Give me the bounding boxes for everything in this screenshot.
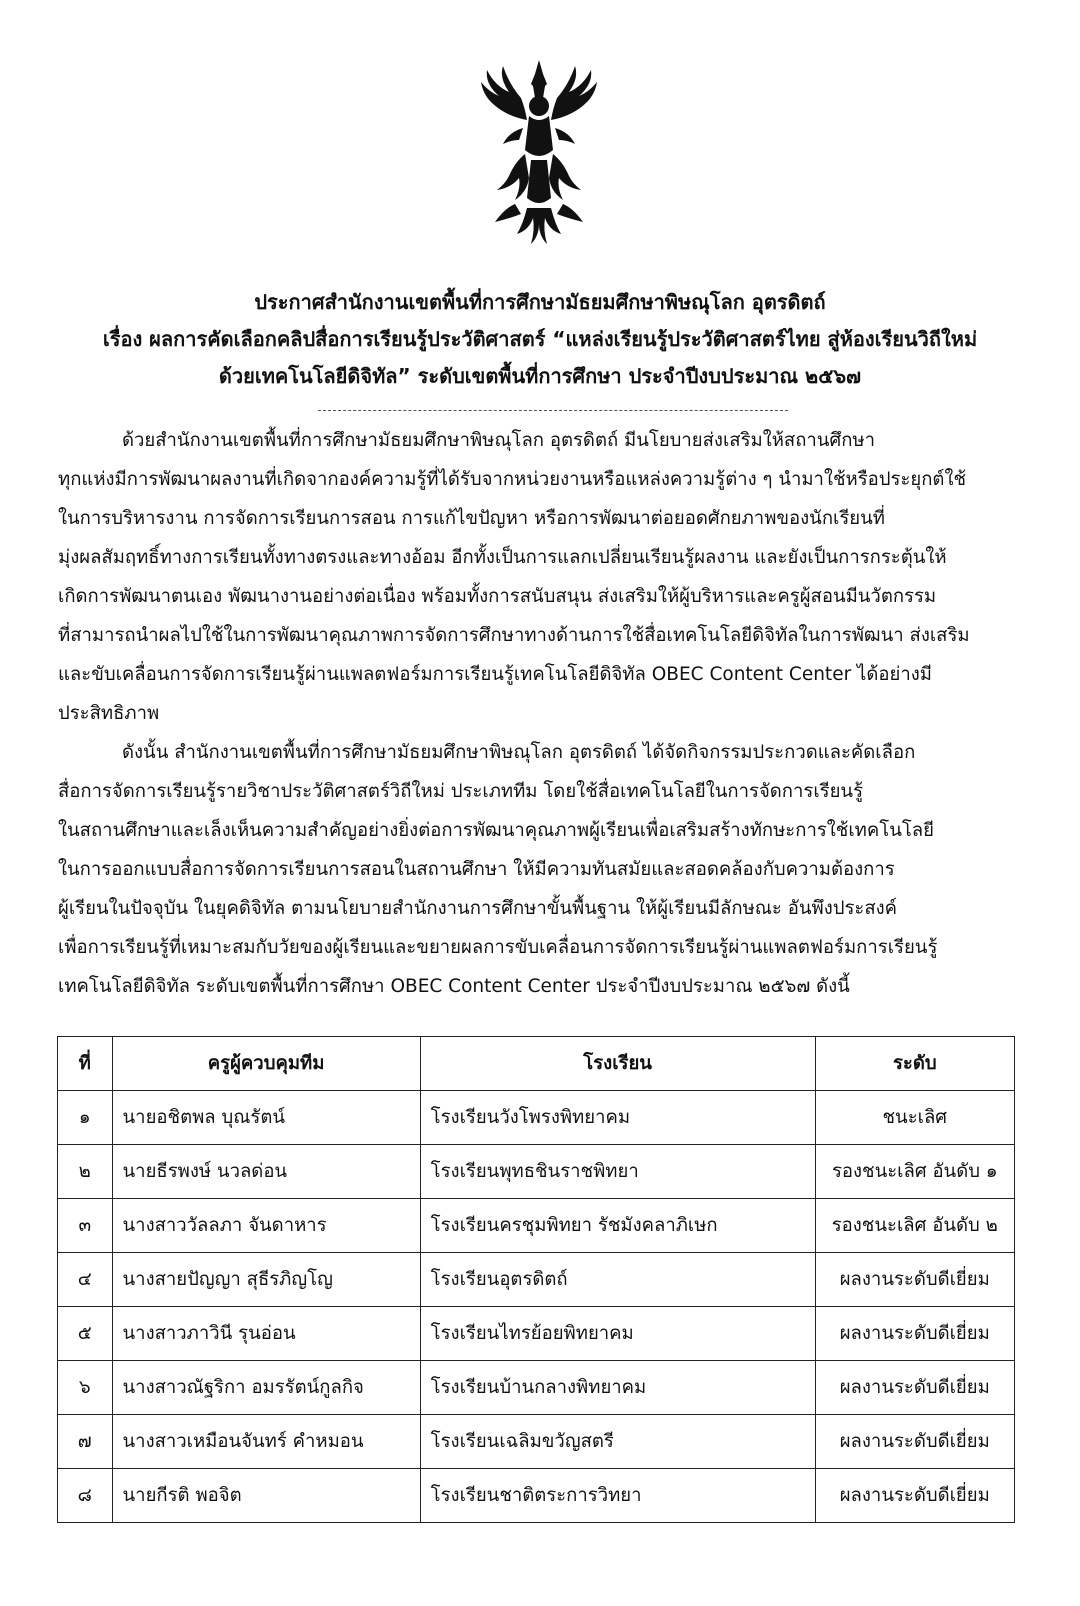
- row-no: ๗: [58, 1415, 113, 1469]
- paragraph-line: เกิดการพัฒนาตนเอง พัฒนางานอย่างต่อเนื่อง พร้อมทั้งการสนับสนุน ส่งเสริมให้ผู้บริหารและครูผู้สอนมีนวัตกรรม: [58, 586, 937, 607]
- row-teacher: นางสาวณัฐริกา อมรรัตน์กูลกิจ: [112, 1361, 420, 1415]
- paragraph-line: ในการบริหารงาน การจัดการเรียนการสอน การแก้ไขปัญหา หรือการพัฒนาต่อยอดศักยภาพของนักเรียนที่: [58, 508, 885, 529]
- row-level: รองชนะเลิศ อันดับ ๑: [815, 1145, 1014, 1199]
- announcement-subject-continued: ด้วยเทคโนโลยีดิจิทัล” ระดับเขตพื้นที่การศึกษา ประจำปีงบประมาณ ๒๕๖๗: [218, 364, 862, 388]
- row-no: ๓: [58, 1199, 113, 1253]
- row-level: ผลงานระดับดีเยี่ยม: [815, 1415, 1014, 1469]
- results-table: [57, 1036, 1015, 1523]
- paragraph-line: ในการออกแบบสื่อการจัดการเรียนการสอนในสถานศึกษา ให้มีความทันสมัยและสอดคล้องกับความต้องการ: [58, 859, 895, 880]
- announcement-title: ประกาศสำนักงานเขตพื้นที่การศึกษามัธยมศึกษาพิษณุโลก อุตรดิตถ์: [254, 290, 826, 314]
- row-teacher: นางสาวเหมือนจันทร์ คำหมอน: [112, 1415, 420, 1469]
- paragraph-line: เพื่อการเรียนรู้ที่เหมาะสมกับวัยของผู้เรียนและขยายผลการขับเคลื่อนการจัดการเรียนรู้ผ่านแพลตฟอร์มการเรียนรู้: [58, 937, 938, 958]
- paragraph-line: มุ่งผลสัมฤทธิ์ทางการเรียนทั้งทางตรงและทางอ้อม อีกทั้งเป็นการแลกเปลี่ยนเรียนรู้ผลงาน และยังเป็นการกระตุ้นให้: [58, 547, 947, 568]
- table-row: [58, 1415, 1015, 1469]
- row-level: ผลงานระดับดีเยี่ยม: [815, 1253, 1014, 1307]
- paragraph-line: ผู้เรียนในปัจจุบัน ในยุคดิจิทัล ตามนโยบายสำนักงานการศึกษาขั้นพื้นฐาน ให้ผู้เรียนมีลักษณะ อันพึงประสงค์: [58, 898, 898, 919]
- row-level: ชนะเลิศ: [815, 1091, 1014, 1145]
- paragraph-line: ดังนั้น สำนักงานเขตพื้นที่การศึกษามัธยมศึกษาพิษณุโลก อุตรดิตถ์ ได้จัดกิจกรรมประกวดและคัดเลือก: [122, 742, 916, 763]
- row-teacher: นายอชิตพล บุณรัตน์: [112, 1091, 420, 1145]
- row-teacher: นางสาวภาวินี รุนอ่อน: [112, 1307, 420, 1361]
- table-row: [58, 1091, 1015, 1145]
- table-row: [58, 1199, 1015, 1253]
- paragraph-line: ในสถานศึกษาและเล็งเห็นความสำคัญอย่างยิ่งต่อการพัฒนาคุณภาพผู้เรียนเพื่อเสริมสร้างทักษะการใช้เทคโนโลยี: [58, 820, 934, 841]
- header-no: ที่: [58, 1037, 113, 1091]
- table-header-row: [58, 1037, 1015, 1091]
- row-level: ผลงานระดับดีเยี่ยม: [815, 1469, 1014, 1523]
- row-school: โรงเรียนชาติตระการวิทยา: [420, 1469, 815, 1523]
- row-no: ๕: [58, 1307, 113, 1361]
- row-teacher: นางสาววัลลภา จันดาหาร: [112, 1199, 420, 1253]
- row-teacher: นายธีรพงษ์ นวลด่อน: [112, 1145, 420, 1199]
- table-row: [58, 1145, 1015, 1199]
- header-teacher: ครูผู้ควบคุมทีม: [112, 1037, 420, 1091]
- row-level: ผลงานระดับดีเยี่ยม: [815, 1361, 1014, 1415]
- header-level: ระดับ: [815, 1037, 1014, 1091]
- row-school: โรงเรียนพุทธชินราชพิทยา: [420, 1145, 815, 1199]
- row-teacher: นางสายปัญญา สุธีรภิญโญ: [112, 1253, 420, 1307]
- paragraph-line: ที่สามารถนำผลไปใช้ในการพัฒนาคุณภาพการจัดการศึกษาทางด้านการใช้สื่อเทคโนโลยีดิจิทัลในการพัฒนา ส่งเสริม: [58, 625, 970, 646]
- row-no: ๔: [58, 1253, 113, 1307]
- row-school: โรงเรียนวังโพรงพิทยาคม: [420, 1091, 815, 1145]
- paragraph-line: เทคโนโลยีดิจิทัล ระดับเขตพื้นที่การศึกษา OBEC Content Center ประจำปีงบประมาณ ๒๕๖๗ ดังนี้: [58, 976, 850, 997]
- row-no: ๘: [58, 1469, 113, 1523]
- row-school: โรงเรียนบ้านกลางพิทยาคม: [420, 1361, 815, 1415]
- table-row: [58, 1253, 1015, 1307]
- paragraph-line: ประสิทธิภาพ: [58, 703, 160, 724]
- paragraph-line: ด้วยสำนักงานเขตพื้นที่การศึกษามัธยมศึกษาพิษณุโลก อุตรดิตถ์ มีนโยบายส่งเสริมให้สถานศึกษา: [122, 430, 875, 451]
- row-school: โรงเรียนอุตรดิตถ์: [420, 1253, 815, 1307]
- paragraph-line: และขับเคลื่อนการจัดการเรียนรู้ผ่านแพลตฟอร์มการเรียนรู้เทคโนโลยีดิจิทัล OBEC Content Center ได้อย่างมี: [58, 664, 932, 685]
- paragraph-line: ทุกแห่งมีการพัฒนาผลงานที่เกิดจากองค์ความรู้ที่ได้รับจากหน่วยงานหรือแหล่งความรู้ต่าง ๆ นำมาใช้หรือประยุกต์ใช้: [58, 469, 967, 490]
- row-teacher: นายกีรติ พอจิต: [112, 1469, 420, 1523]
- row-level: รองชนะเลิศ อันดับ ๒: [815, 1199, 1014, 1253]
- row-no: ๒: [58, 1145, 113, 1199]
- announcement-subject: เรื่อง ผลการคัดเลือกคลิปสื่อการเรียนรู้ประวัติศาสตร์ “แหล่งเรียนรู้ประวัติศาสตร์ไทย สู่ห้องเรียนวิถีใหม่: [102, 327, 978, 351]
- table-row: [58, 1469, 1015, 1523]
- row-school: โรงเรียนครชุมพิทยา รัชมังคลาภิเษก: [420, 1199, 815, 1253]
- row-school: โรงเรียนไทรย้อยพิทยาคม: [420, 1307, 815, 1361]
- row-level: ผลงานระดับดีเยี่ยม: [815, 1307, 1014, 1361]
- header-school: โรงเรียน: [420, 1037, 815, 1091]
- row-no: ๑: [58, 1091, 113, 1145]
- table-row: [58, 1361, 1015, 1415]
- paragraph-line: สื่อการจัดการเรียนรู้รายวิชาประวัติศาสตร์วิถีใหม่ ประเภททีม โดยใช้สื่อเทคโนโลยีในการจัดการเรียนรู้: [58, 781, 864, 802]
- row-no: ๖: [58, 1361, 113, 1415]
- row-school: โรงเรียนเฉลิมขวัญสตรี: [420, 1415, 815, 1469]
- table-row: [58, 1307, 1015, 1361]
- title-divider: [318, 410, 788, 411]
- garuda-emblem-icon: [475, 58, 603, 248]
